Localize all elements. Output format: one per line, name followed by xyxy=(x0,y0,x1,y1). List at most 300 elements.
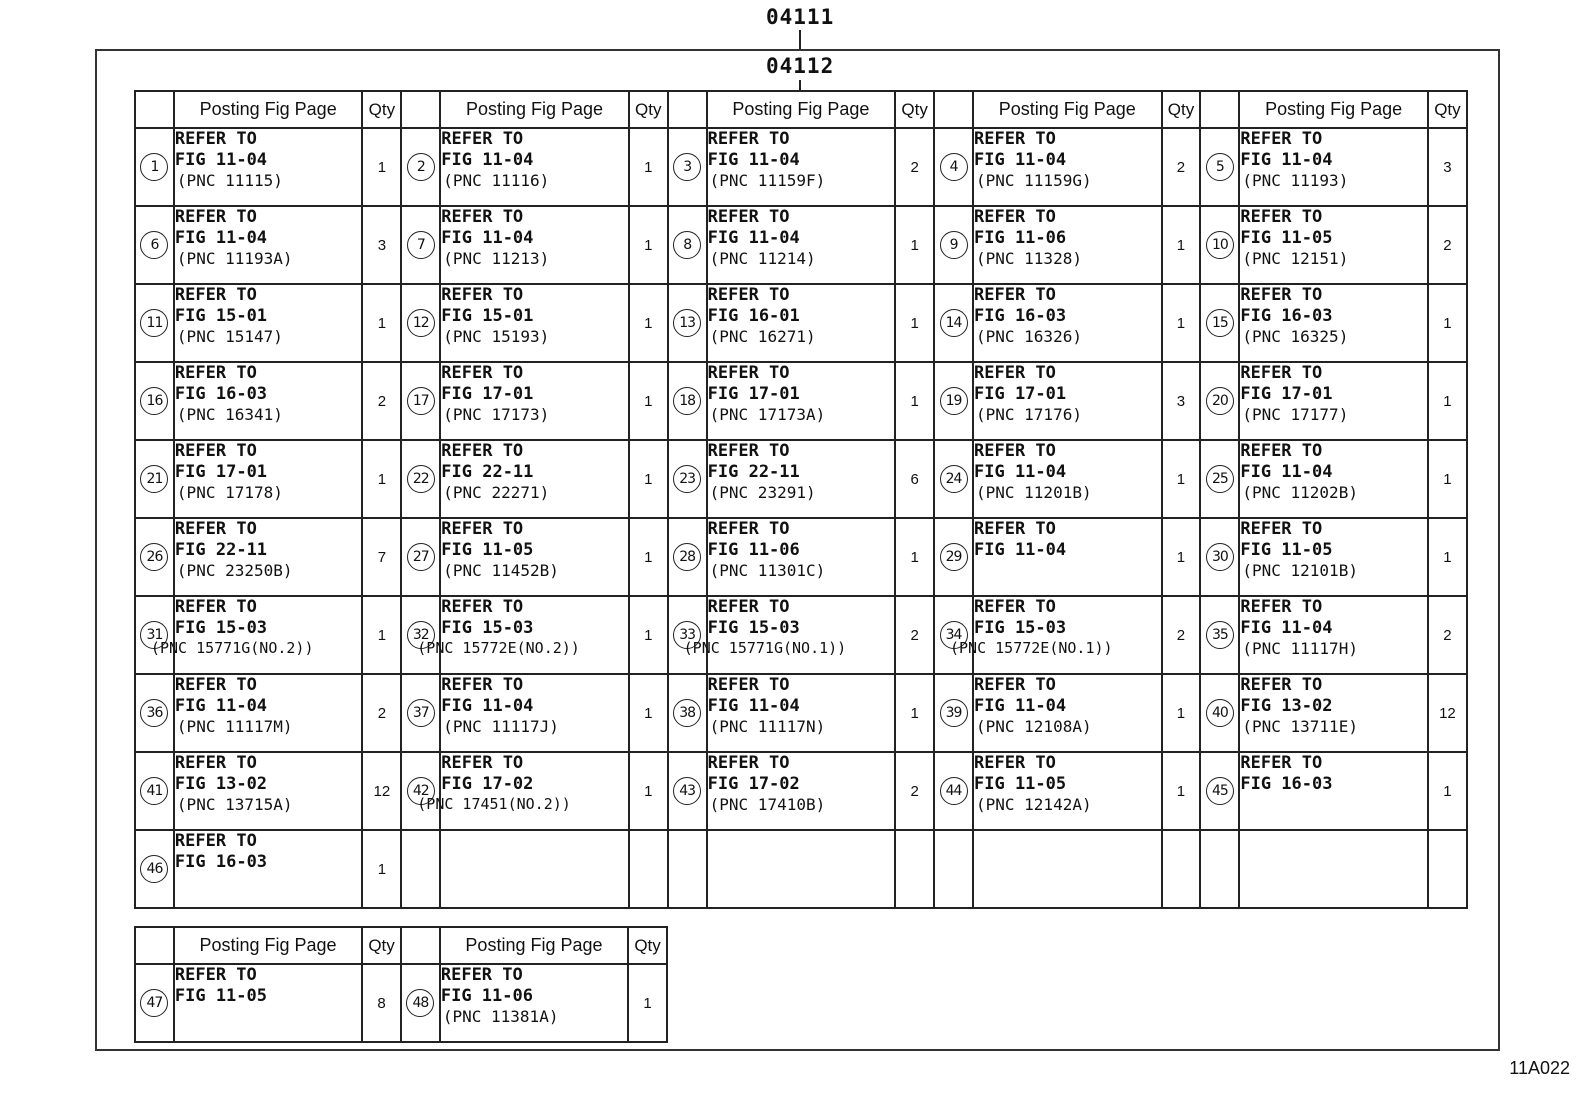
item-number-cell xyxy=(668,206,707,284)
qty-cell xyxy=(629,518,668,596)
fig-reference: FIG 11-04 xyxy=(174,696,268,716)
item-number-cell xyxy=(934,362,973,440)
pnc-reference: (PNC 11117J) xyxy=(443,717,559,736)
quantity-value: 1 xyxy=(1176,782,1186,800)
refer-to-text: REFER TO xyxy=(440,965,523,985)
refer-to-text: REFER TO xyxy=(1240,129,1323,149)
qty-cell xyxy=(629,206,668,284)
pnc-reference: (PNC 11214) xyxy=(709,249,816,268)
qty-cell xyxy=(629,674,668,752)
item-number-callout: 3 xyxy=(673,153,701,181)
posting-cell xyxy=(973,128,1162,206)
item-number-callout: 45 xyxy=(1206,777,1234,805)
qty-cell xyxy=(1162,518,1201,596)
item-number-callout: 48 xyxy=(406,989,434,1017)
table-row xyxy=(135,518,1467,596)
table-row xyxy=(135,752,1467,830)
qty-cell xyxy=(362,596,401,674)
header-posting-fig-page: Posting Fig Page xyxy=(707,91,896,128)
fig-reference: FIG 17-01 xyxy=(174,462,268,482)
refer-to-text: REFER TO xyxy=(707,285,790,305)
item-number-cell xyxy=(135,518,174,596)
item-number-callout: 6 xyxy=(140,231,168,259)
fig-reference: FIG 17-02 xyxy=(707,774,800,794)
item-number-callout: 41 xyxy=(140,777,168,805)
posting-cell xyxy=(174,362,363,440)
refer-to-text: REFER TO xyxy=(1240,675,1323,695)
quantity-value: 1 xyxy=(644,392,653,410)
posting-cell xyxy=(440,128,629,206)
item-number-callout: 47 xyxy=(140,989,168,1017)
item-number-callout: 14 xyxy=(940,309,968,337)
item-number-callout: 8 xyxy=(673,231,701,259)
fig-reference: FIG 11-06 xyxy=(707,540,800,560)
leader-line xyxy=(799,80,801,90)
refer-to-text: REFER TO xyxy=(974,441,1056,461)
qty-cell xyxy=(629,830,668,908)
fig-reference: FIG 11-04 xyxy=(1240,462,1333,482)
item-number-cell xyxy=(135,674,174,752)
posting-cell xyxy=(707,362,896,440)
qty-cell xyxy=(895,830,934,908)
qty-cell xyxy=(895,440,934,518)
item-number-cell xyxy=(668,284,707,362)
fig-reference: FIG 11-04 xyxy=(707,150,800,170)
fig-reference: FIG 11-04 xyxy=(974,540,1067,560)
quantity-value: 3 xyxy=(1176,392,1186,410)
posting-cell xyxy=(440,830,629,908)
item-number-callout: 35 xyxy=(1206,621,1234,649)
quantity-value: 1 xyxy=(910,392,919,410)
pnc-reference: (PNC 11115) xyxy=(176,171,283,190)
fig-reference: FIG 16-03 xyxy=(1240,774,1333,794)
pnc-reference: (PNC 17451(NO.2)) xyxy=(417,795,571,813)
item-number-callout: 26 xyxy=(140,543,168,571)
item-number-cell xyxy=(668,830,707,908)
item-number-cell xyxy=(135,362,174,440)
header-posting-fig-page: Posting Fig Page xyxy=(174,91,363,128)
item-number-cell xyxy=(934,596,973,674)
assembly-code-04111: 04111 xyxy=(766,5,835,29)
leader-line xyxy=(799,30,801,49)
refer-to-text: REFER TO xyxy=(974,675,1056,695)
header-posting-fig-page: Posting Fig Page xyxy=(440,927,628,964)
pnc-reference: (PNC 16325) xyxy=(1242,327,1349,346)
header-row xyxy=(135,91,1467,128)
item-number-callout: 25 xyxy=(1206,465,1234,493)
qty-cell xyxy=(629,362,668,440)
item-number-cell xyxy=(668,596,707,674)
qty-cell xyxy=(895,596,934,674)
qty-cell xyxy=(1428,284,1467,362)
refer-to-text: REFER TO xyxy=(707,597,790,617)
refer-to-text: REFER TO xyxy=(974,753,1056,773)
fig-reference: FIG 17-01 xyxy=(707,384,800,404)
pnc-reference: (PNC 11116) xyxy=(443,171,550,190)
item-number-callout: 5 xyxy=(1206,153,1234,181)
qty-cell xyxy=(629,440,668,518)
refer-to-text: REFER TO xyxy=(1240,597,1323,617)
table-row xyxy=(135,674,1467,752)
fig-reference: FIG 11-05 xyxy=(1240,540,1333,560)
pnc-reference: (PNC 22271) xyxy=(443,483,550,502)
pnc-reference: (PNC 17176) xyxy=(976,405,1082,424)
pnc-reference: (PNC 12151) xyxy=(1242,249,1349,268)
fig-reference: FIG 17-01 xyxy=(441,384,534,404)
item-number-callout: 17 xyxy=(407,387,435,415)
refer-to-text: REFER TO xyxy=(707,129,790,149)
pnc-reference: (PNC 12142A) xyxy=(976,795,1092,814)
refer-to-text: REFER TO xyxy=(441,441,524,461)
refer-to-text: REFER TO xyxy=(707,753,790,773)
qty-cell xyxy=(1428,518,1467,596)
quantity-value: 2 xyxy=(1443,236,1452,254)
table-row xyxy=(135,284,1467,362)
qty-cell xyxy=(1162,596,1201,674)
quantity-value: 1 xyxy=(644,158,653,176)
posting-cell xyxy=(1239,284,1428,362)
posting-cell xyxy=(973,830,1162,908)
item-number-callout: 22 xyxy=(407,465,435,493)
pnc-reference: (PNC 15193) xyxy=(443,327,550,346)
quantity-value: 1 xyxy=(1443,782,1452,800)
pnc-reference: (PNC 15771G(NO.2)) xyxy=(150,639,314,657)
quantity-value: 2 xyxy=(1443,626,1452,644)
item-number-callout: 7 xyxy=(407,231,435,259)
item-number-callout: 42 xyxy=(407,777,435,805)
item-number-cell xyxy=(934,752,973,830)
posting-cell xyxy=(707,284,896,362)
quantity-value: 2 xyxy=(1176,626,1186,644)
qty-cell xyxy=(1428,596,1467,674)
qty-cell xyxy=(362,206,401,284)
refer-to-text: REFER TO xyxy=(974,363,1056,383)
posting-cell xyxy=(1239,830,1428,908)
item-number-cell xyxy=(135,752,174,830)
quantity-value: 1 xyxy=(644,470,653,488)
item-number-cell xyxy=(1200,128,1239,206)
header-qty: Qty xyxy=(895,91,934,128)
quantity-value: 3 xyxy=(377,236,387,254)
posting-cell xyxy=(440,518,629,596)
posting-cell xyxy=(174,440,363,518)
posting-cell xyxy=(174,964,362,1042)
item-number-cell xyxy=(401,284,440,362)
quantity-value: 2 xyxy=(1176,158,1186,176)
header-row xyxy=(135,927,667,964)
posting-cell xyxy=(973,206,1162,284)
header-posting-fig-page: Posting Fig Page xyxy=(973,91,1162,128)
qty-cell xyxy=(1428,752,1467,830)
item-number-cell xyxy=(401,362,440,440)
quantity-value: 1 xyxy=(644,626,653,644)
quantity-value: 12 xyxy=(1439,704,1456,722)
fig-reference: FIG 11-04 xyxy=(974,462,1067,482)
quantity-value: 8 xyxy=(377,994,386,1012)
posting-cell xyxy=(707,674,896,752)
fig-reference: FIG 22-11 xyxy=(707,462,800,482)
posting-cell xyxy=(174,518,363,596)
quantity-value: 2 xyxy=(377,392,387,410)
refer-to-text: REFER TO xyxy=(974,285,1056,305)
quantity-value: 1 xyxy=(910,548,919,566)
qty-cell xyxy=(895,518,934,596)
item-number-callout: 33 xyxy=(673,621,701,649)
quantity-value: 1 xyxy=(644,236,653,254)
header-qty: Qty xyxy=(628,927,667,964)
fig-reference: FIG 16-03 xyxy=(174,384,268,404)
fig-reference: FIG 15-03 xyxy=(974,618,1067,638)
item-number-cell xyxy=(668,752,707,830)
posting-cell xyxy=(707,518,896,596)
posting-cell xyxy=(1239,206,1428,284)
quantity-value: 1 xyxy=(1176,704,1186,722)
quantity-value: 1 xyxy=(1176,314,1186,332)
refer-to-text: REFER TO xyxy=(174,675,257,695)
posting-cell xyxy=(973,284,1162,362)
fig-reference: FIG 16-03 xyxy=(974,306,1067,326)
pnc-reference: (PNC 16326) xyxy=(976,327,1082,346)
refer-to-text: REFER TO xyxy=(174,965,257,985)
refer-to-text: REFER TO xyxy=(174,207,257,227)
item-number-callout: 11 xyxy=(140,309,168,337)
fig-reference: FIG 11-05 xyxy=(441,540,534,560)
item-number-cell xyxy=(1200,518,1239,596)
refer-to-text: REFER TO xyxy=(1240,441,1323,461)
fig-reference: FIG 17-01 xyxy=(1240,384,1333,404)
item-number-callout: 23 xyxy=(673,465,701,493)
fig-reference: FIG 11-04 xyxy=(1240,618,1333,638)
pnc-reference: (PNC 15771G(NO.1)) xyxy=(683,639,847,657)
posting-cell xyxy=(707,206,896,284)
quantity-value: 1 xyxy=(1443,314,1452,332)
pnc-reference: (PNC 12101B) xyxy=(1242,561,1358,580)
qty-cell xyxy=(1428,206,1467,284)
item-number-callout: 37 xyxy=(407,699,435,727)
pnc-reference: (PNC 23291) xyxy=(709,483,816,502)
quantity-value: 1 xyxy=(1443,470,1452,488)
qty-cell xyxy=(895,362,934,440)
pnc-reference: (PNC 17173) xyxy=(443,405,550,424)
qty-cell xyxy=(1428,674,1467,752)
fig-reference: FIG 11-04 xyxy=(974,696,1067,716)
item-number-cell xyxy=(668,674,707,752)
item-number-cell xyxy=(934,128,973,206)
header-number-cell xyxy=(135,91,174,128)
fig-reference: FIG 11-06 xyxy=(974,228,1067,248)
qty-cell xyxy=(1428,362,1467,440)
qty-cell xyxy=(1162,674,1201,752)
item-number-callout: 21 xyxy=(140,465,168,493)
qty-cell xyxy=(895,128,934,206)
item-number-callout: 46 xyxy=(140,855,168,883)
item-number-cell xyxy=(1200,206,1239,284)
refer-to-text: REFER TO xyxy=(707,363,790,383)
item-number-cell xyxy=(401,128,440,206)
item-number-callout: 36 xyxy=(140,699,168,727)
qty-cell xyxy=(362,964,401,1042)
pnc-reference: (PNC 11301C) xyxy=(709,561,826,580)
header-qty: Qty xyxy=(629,91,668,128)
item-number-callout: 31 xyxy=(140,621,168,649)
pnc-reference: (PNC 11328) xyxy=(976,249,1082,268)
pnc-reference: (PNC 11201B) xyxy=(976,483,1092,502)
refer-to-text: REFER TO xyxy=(1240,519,1323,539)
item-number-callout: 12 xyxy=(407,309,435,337)
item-number-callout: 1 xyxy=(140,153,168,181)
item-number-cell xyxy=(1200,752,1239,830)
fig-reference: FIG 11-06 xyxy=(440,986,533,1006)
item-number-callout: 13 xyxy=(673,309,701,337)
assembly-code-04112: 04112 xyxy=(766,54,835,78)
item-number-cell xyxy=(401,964,440,1042)
quantity-value: 6 xyxy=(910,470,919,488)
quantity-value: 1 xyxy=(1176,236,1186,254)
fig-reference: FIG 17-01 xyxy=(974,384,1067,404)
quantity-value: 1 xyxy=(644,548,653,566)
item-number-callout: 10 xyxy=(1206,231,1234,259)
item-number-callout: 24 xyxy=(940,465,968,493)
qty-cell xyxy=(1428,830,1467,908)
refer-to-text: REFER TO xyxy=(441,753,524,773)
item-number-cell xyxy=(135,206,174,284)
refer-to-text: REFER TO xyxy=(174,753,257,773)
item-number-callout: 2 xyxy=(407,153,435,181)
item-number-cell xyxy=(135,830,174,908)
quantity-value: 1 xyxy=(377,314,387,332)
refer-to-text: REFER TO xyxy=(707,675,790,695)
refer-to-text: REFER TO xyxy=(1240,753,1323,773)
refer-to-text: REFER TO xyxy=(1240,285,1323,305)
quantity-value: 3 xyxy=(1443,158,1452,176)
quantity-value: 1 xyxy=(1176,470,1186,488)
parts-reference-table xyxy=(134,90,1468,909)
item-number-callout: 27 xyxy=(407,543,435,571)
pnc-reference: (PNC 11452B) xyxy=(443,561,559,580)
quantity-value: 1 xyxy=(1443,392,1452,410)
pnc-reference: (PNC 17178) xyxy=(176,483,283,502)
posting-cell xyxy=(973,518,1162,596)
posting-cell xyxy=(174,830,363,908)
fig-reference: FIG 13-02 xyxy=(174,774,268,794)
pnc-reference: (PNC 17177) xyxy=(1242,405,1349,424)
table-row xyxy=(135,964,667,1042)
refer-to-text: REFER TO xyxy=(174,363,257,383)
fig-reference: FIG 15-01 xyxy=(441,306,534,326)
qty-cell xyxy=(1162,362,1201,440)
item-number-callout: 44 xyxy=(940,777,968,805)
item-number-cell xyxy=(934,830,973,908)
header-number-cell xyxy=(668,91,707,128)
item-number-callout: 39 xyxy=(940,699,968,727)
qty-cell xyxy=(362,440,401,518)
fig-reference: FIG 11-04 xyxy=(174,228,268,248)
fig-reference: FIG 22-11 xyxy=(441,462,534,482)
fig-reference: FIG 11-04 xyxy=(707,696,800,716)
refer-to-text: REFER TO xyxy=(174,597,257,617)
quantity-value: 2 xyxy=(910,626,919,644)
quantity-value: 1 xyxy=(377,860,387,878)
posting-cell xyxy=(973,674,1162,752)
posting-cell xyxy=(707,128,896,206)
item-number-callout: 9 xyxy=(940,231,968,259)
item-number-cell xyxy=(401,440,440,518)
pnc-reference: (PNC 11193) xyxy=(1242,171,1349,190)
pnc-reference: (PNC 13715A) xyxy=(176,795,293,814)
header-qty: Qty xyxy=(362,927,401,964)
pnc-reference: (PNC 11202B) xyxy=(1242,483,1358,502)
quantity-value: 1 xyxy=(643,994,652,1012)
item-number-callout: 20 xyxy=(1206,387,1234,415)
fig-reference: FIG 16-03 xyxy=(174,852,268,872)
qty-cell xyxy=(1162,206,1201,284)
fig-reference: FIG 11-05 xyxy=(974,774,1067,794)
qty-cell xyxy=(362,752,401,830)
item-number-cell xyxy=(1200,362,1239,440)
refer-to-text: REFER TO xyxy=(441,129,524,149)
item-number-cell xyxy=(668,128,707,206)
item-number-cell xyxy=(401,830,440,908)
header-qty: Qty xyxy=(362,91,401,128)
qty-cell xyxy=(629,284,668,362)
posting-cell xyxy=(973,362,1162,440)
refer-to-text: REFER TO xyxy=(441,597,524,617)
fig-reference: FIG 15-03 xyxy=(441,618,534,638)
quantity-value: 7 xyxy=(377,548,387,566)
quantity-value: 1 xyxy=(644,782,653,800)
fig-reference: FIG 11-05 xyxy=(1240,228,1333,248)
qty-cell xyxy=(362,518,401,596)
item-number-callout: 34 xyxy=(940,621,968,649)
header-number-cell xyxy=(401,927,440,964)
item-number-cell xyxy=(401,518,440,596)
posting-cell xyxy=(440,440,629,518)
refer-to-text: REFER TO xyxy=(707,441,790,461)
item-number-cell xyxy=(934,440,973,518)
qty-cell xyxy=(628,964,667,1042)
item-number-callout: 16 xyxy=(140,387,168,415)
fig-reference: FIG 11-04 xyxy=(1240,150,1333,170)
qty-cell xyxy=(1162,284,1201,362)
quantity-value: 2 xyxy=(910,782,919,800)
item-number-cell xyxy=(135,284,174,362)
pnc-reference: (PNC 16271) xyxy=(709,327,816,346)
fig-reference: FIG 11-04 xyxy=(441,228,534,248)
qty-cell xyxy=(1428,128,1467,206)
qty-cell xyxy=(362,362,401,440)
item-number-cell xyxy=(668,440,707,518)
qty-cell xyxy=(895,752,934,830)
quantity-value: 1 xyxy=(910,704,919,722)
qty-cell xyxy=(1162,830,1201,908)
item-number-cell xyxy=(401,674,440,752)
refer-to-text: REFER TO xyxy=(1240,207,1323,227)
item-number-cell xyxy=(1200,830,1239,908)
table-row xyxy=(135,830,1467,908)
refer-to-text: REFER TO xyxy=(707,207,790,227)
refer-to-text: REFER TO xyxy=(441,207,524,227)
item-number-cell xyxy=(668,362,707,440)
quantity-value: 2 xyxy=(910,158,919,176)
item-number-callout: 38 xyxy=(673,699,701,727)
qty-cell xyxy=(362,674,401,752)
posting-cell xyxy=(440,674,629,752)
fig-reference: FIG 16-03 xyxy=(1240,306,1333,326)
qty-cell xyxy=(1162,752,1201,830)
pnc-reference: (PNC 11159G) xyxy=(976,171,1092,190)
posting-cell xyxy=(707,752,896,830)
pnc-reference: (PNC 15772E(NO.1)) xyxy=(950,639,1113,657)
